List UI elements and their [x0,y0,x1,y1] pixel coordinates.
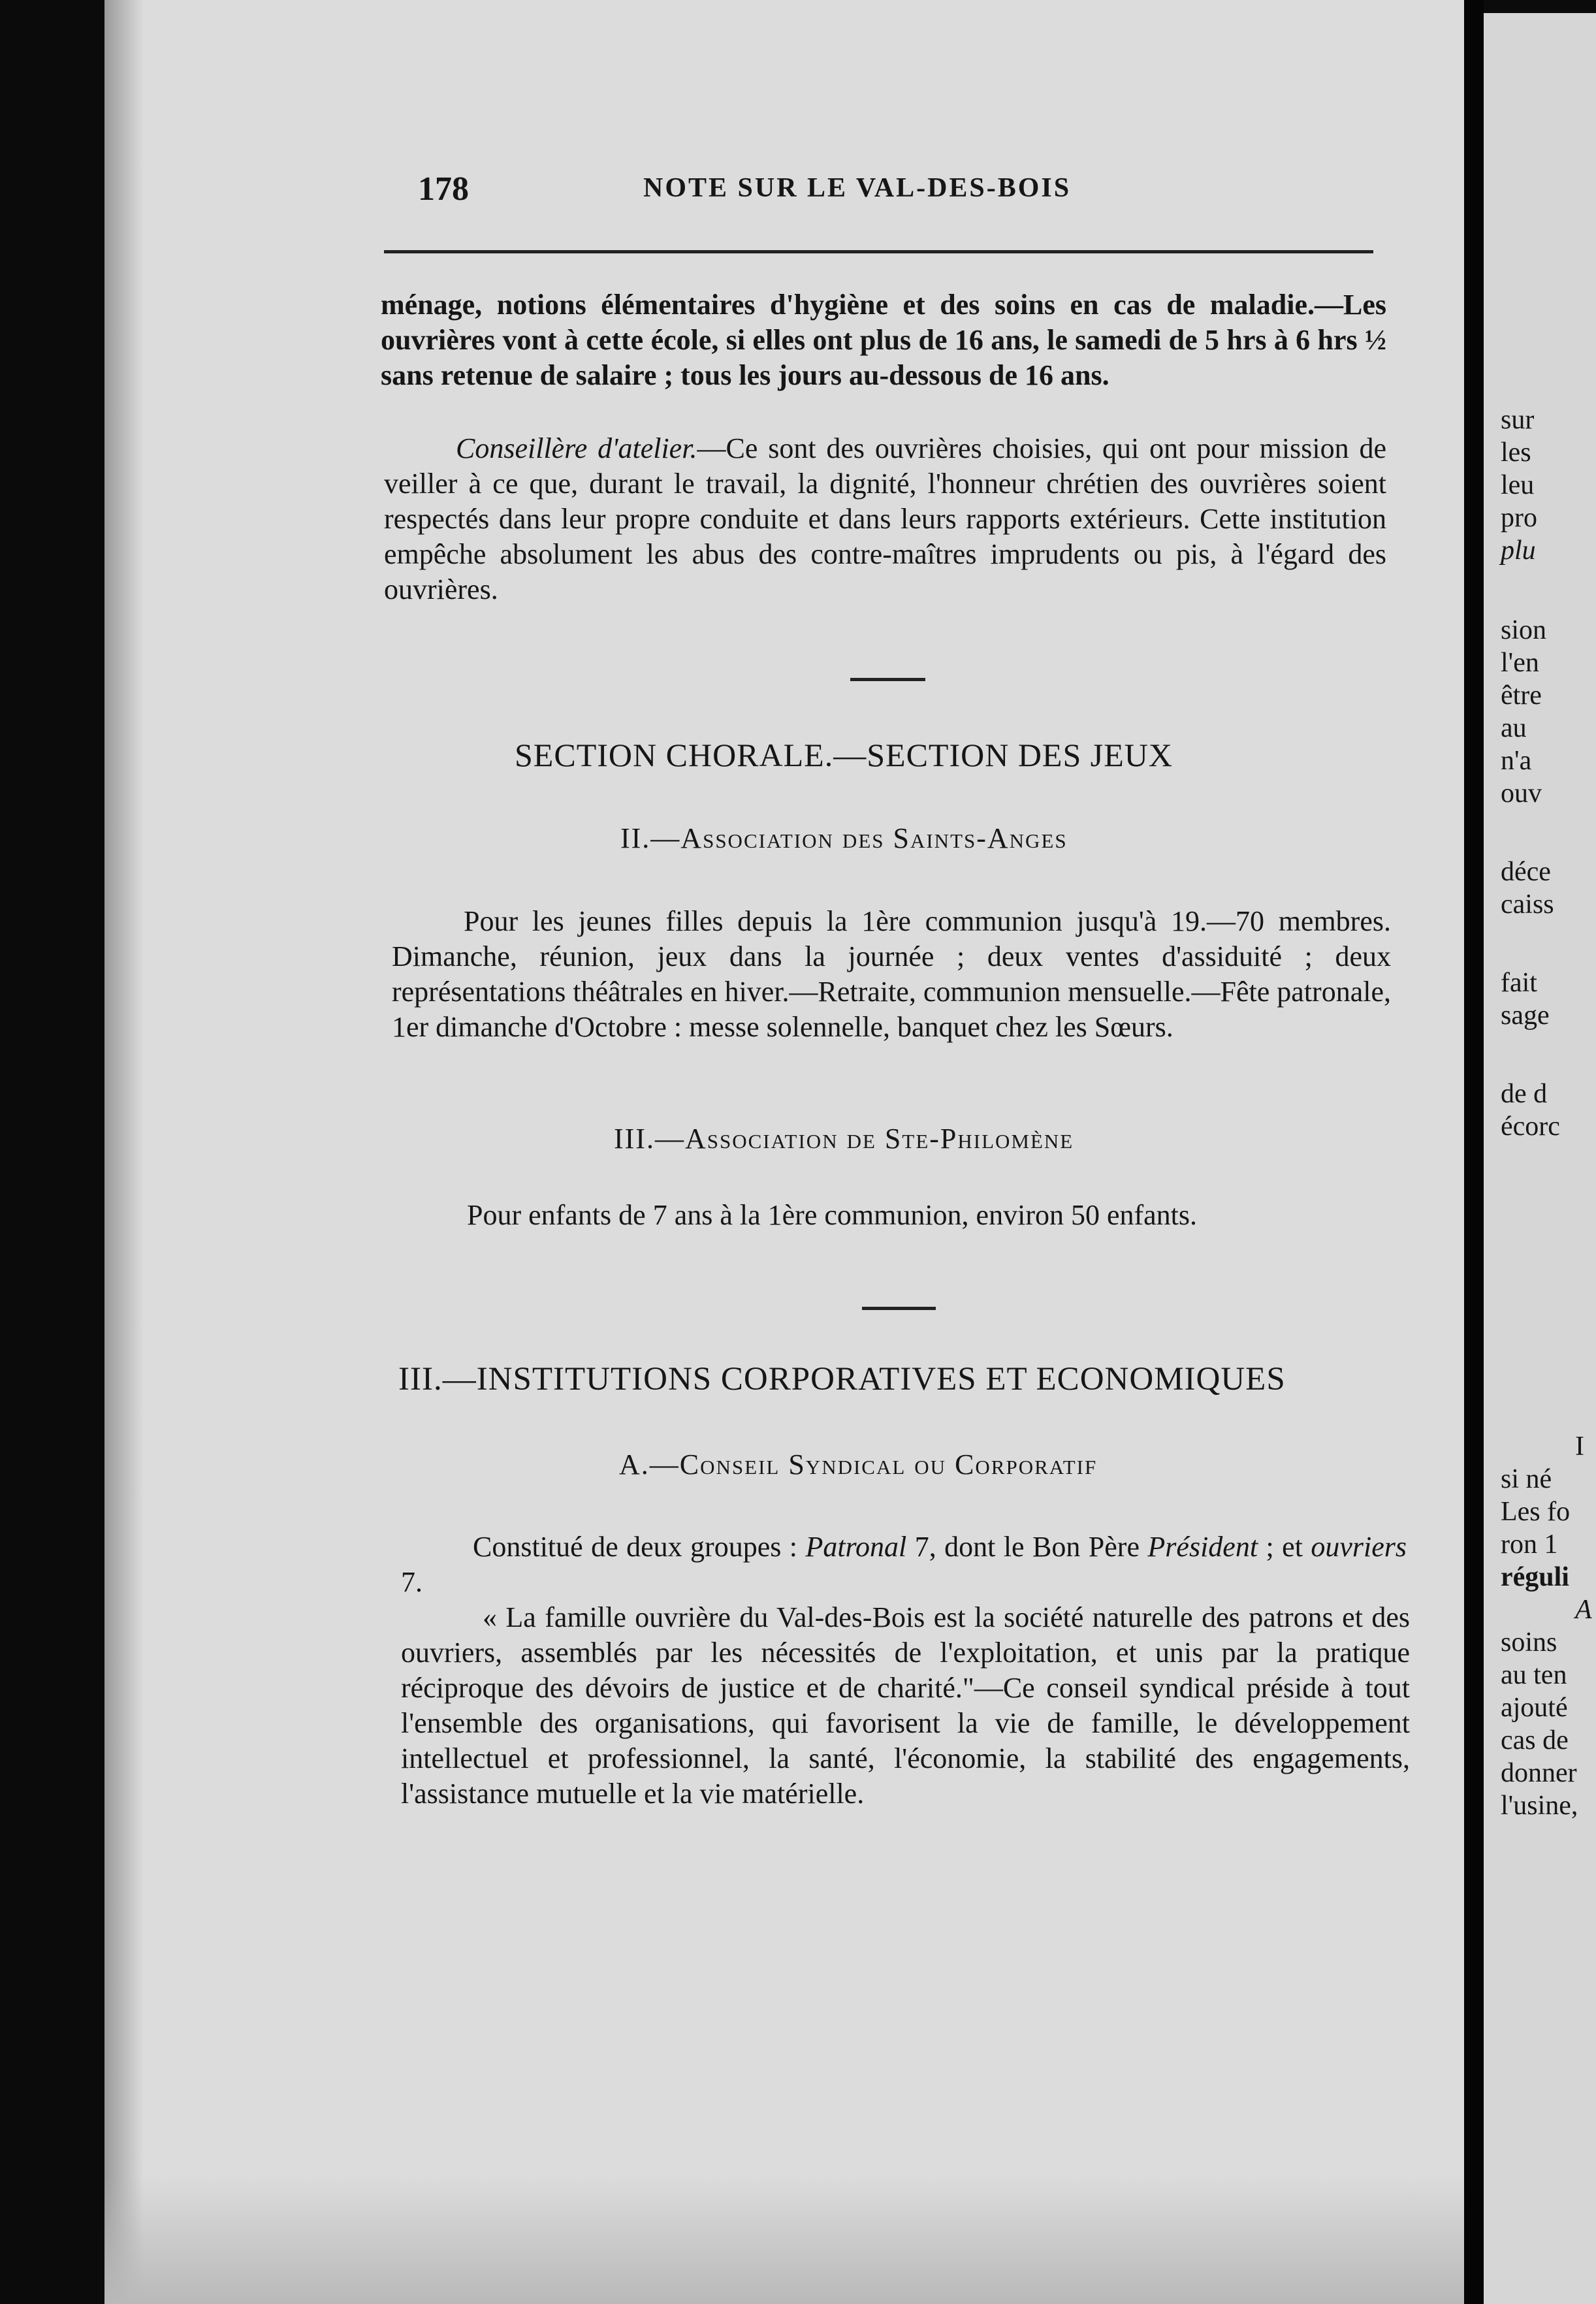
adjacent-line: A [1575,1595,1592,1625]
institutions-title: III.—INSTITUTIONS CORPORATIVES ET ECONOMIQUES [398,1361,1286,1398]
adjacent-line: être [1501,680,1542,711]
adjacent-line: sur [1501,405,1535,435]
adjacent-line: soins [1501,1627,1557,1657]
page-header [418,170,1450,209]
page-bottom-shade [104,2175,1464,2304]
adjacent-line: ajouté [1501,1693,1568,1723]
association-saints-anges-title: II.—Association des Saints-Anges [620,822,1068,854]
adjacent-line: l'en [1501,648,1539,678]
adjacent-line: l'usine, [1501,1791,1578,1821]
header-rule [384,250,1373,253]
adjacent-line: ron 1 [1501,1529,1558,1560]
adjacent-line: I [1575,1432,1584,1462]
adjacent-line: si né [1501,1464,1552,1494]
conseillere-text: —Ce sont des ouvrières choisies, qui ont pour mission de veiller à ce que, durant le travail, la dignité, l'honneur chrétien des ouvrières soient respectés dans leur propre conduite et dans leurs rapports extérieurs. Cette institution empêche absolument les abus des contre-maîtres imprudents ou pis, à l'égard des ouvrières. [384,432,1386,605]
adjacent-line: Les fo [1501,1497,1571,1527]
conseil-description: « La famille ouvrière du Val-des-Bois est la société naturelle des patrons et des ouvriers, assemblés par les nécessités de l'exploitation, et unis par la pratique réciproque des dévoirs de justice et de charité."—Ce conseil syndical préside à tout l'ensemble des organisations, qui favorisent la vie de famille, le développement intellectuel et professionnel, la santé, l'économie, la stabilité des engagements, l'assistance mutuelle et la vie matérielle. [401,1601,1410,1810]
section-separator [862,1307,936,1310]
adjacent-line: fait [1501,968,1537,998]
conseillere-label: Conseillère d'atelier. [456,432,697,464]
association-saints-anges-text: Pour les jeunes filles depuis la 1ère communion jusqu'à 19.—70 membres. Dimanche, réunion, jeux dans la journée ; deux ventes d'assiduité ; deux représentations théâtrales en hiver.—Retraite, communion mensuelle.—Fête patronale, 1er dimanche d'Octobre : messe solennelle, banquet chez les Sœurs. [392,905,1391,1043]
adjacent-line: n'a [1501,746,1532,776]
section-separator [850,678,925,681]
adjacent-line: les [1501,438,1531,468]
adjacent-line: cas de [1501,1725,1569,1755]
association-ste-philomene-title: III.—Association de Ste-Philomène [614,1123,1074,1155]
binding-shadow [104,0,144,2304]
paragraph-hygiene: ménage, notions élémentaires d'hygiène et des soins en cas de maladie.—Les ouvrières vont à cette école, si elles ont plus de 16 ans, le samedi de 5 hrs à 6 hrs ½ sans retenue de salaire ; tous les jours au-dessous de 16 ans. [381,289,1386,391]
paragraph-conseillere [384,431,1386,607]
adjacent-line: caiss [1501,889,1554,920]
association-ste-philomene-text: Pour enfants de 7 ans à la 1ère communion, environ 50 enfants. [467,1199,1198,1231]
adjacent-line: sage [1501,1000,1550,1031]
adjacent-line: au [1501,713,1527,743]
conseil-composition: Constitué de deux groupes : Patronal 7, dont le Bon Père Président ; et ouvriers 7. [401,1531,1407,1598]
running-title: NOTE SUR LE VAL-DES-BOIS [643,173,1072,203]
section-chorale-title: SECTION CHORALE.—SECTION DES JEUX [515,737,1173,773]
adjacent-page [1484,13,1596,2304]
adjacent-line: de d [1501,1079,1548,1109]
adjacent-line: donner [1501,1758,1577,1788]
adjacent-line: au ten [1501,1660,1567,1690]
adjacent-line: écorc [1501,1112,1560,1142]
conseil-syndical-title: A.—Conseil Syndical ou Corporatif [619,1448,1098,1480]
adjacent-line: déce [1501,857,1551,887]
book-gutter [1464,0,1484,2304]
adjacent-line: réguli [1501,1562,1569,1592]
adjacent-line: pro [1501,503,1537,533]
adjacent-line: sion [1501,615,1547,645]
adjacent-line: leu [1501,470,1535,500]
page-number: 178 [418,170,469,208]
adjacent-line: plu [1501,536,1536,566]
adjacent-line: ouv [1501,778,1542,808]
